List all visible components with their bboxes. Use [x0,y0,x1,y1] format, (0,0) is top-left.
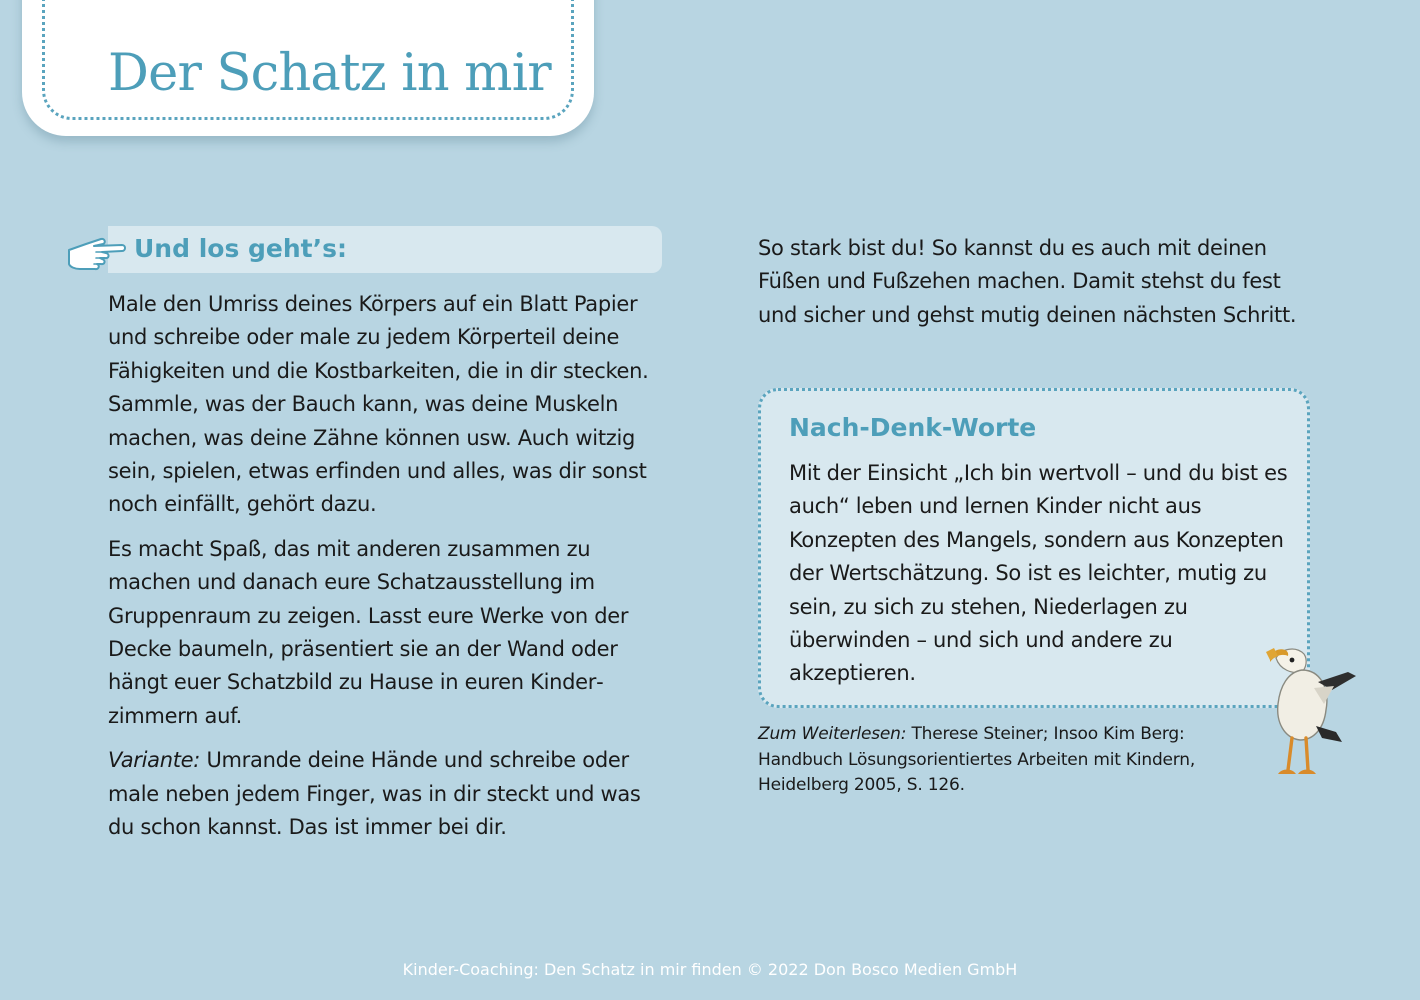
section-heading: Und los geht’s: [134,234,348,263]
right-column-intro: So stark bist du! So kannst du es auch mit deinen Füßen und Fußzehen machen. Damit stehst du fest und sicher und gehst mutig deinen nächsten Schritt. [758,236,1297,327]
reference-text: Therese Steiner; Insoo Kim Berg: Handbuch Lösungsorientiertes Arbeiten mit Kindern, Heidelberg 2005, S. 126. [758,724,1196,795]
reflection-title: Nach-Denk-Worte [789,413,1037,442]
reference-label: Zum Weiterlesen: [758,724,907,744]
reflection-text: Mit der Einsicht „Ich bin wertvoll – und du bist es auch“ leben und lernen Kinder nicht aus Konzepten des Mangels, sondern aus Konzepten der Wertschätzung. So ist es leichter, mutig zu sein, zu sich zu stehen, Niederlagen zu überwinden – und sich und andere zu akzeptieren. [789,461,1288,686]
instructions-column [108,288,668,856]
page-title: Der Schatz in mir [108,44,551,103]
seagull-illustration [1262,642,1362,784]
instructions-paragraph-2: Es macht Spaß, das mit anderen zusammen zu machen und danach eure Schatzausstellung im Gruppenraum zu zeigen. Lasst eure Werke von der Decke baumeln, präsentiert sie an der Wand oder hängt euer Schatzbild zu Hause in euren Kinderzimmern auf. [108,536,629,728]
section-header [108,226,662,273]
pointing-hand-icon [66,234,126,274]
instructions-paragraph-1: Male den Umriss deines Körpers auf ein Blatt Papier und schreibe oder male zu jedem Körperteil deine Fähigkeiten und die Kostbarkeiten, die in dir stecken. Sammle, was der Bauch kann, was deine Muskeln machen, was deine Zähne können usw. Auch witzig sein, spielen, etwas erfinden und alles, was dir sonst noch einfällt, gehört dazu. [108,292,649,517]
reflection-box [758,388,1310,708]
variant-label: Variante: [108,748,201,773]
variant-paragraph [108,744,668,844]
footer-copyright: Kinder-Coaching: Den Schatz in mir finden © 2022 Don Bosco Medien GmbH [402,960,1018,979]
reading-reference [758,722,1258,799]
variant-text: Umrande deine Hände und schreibe oder male neben jedem Finger, was in dir steckt und was du schon kannst. Das ist immer bei dir. [108,748,641,840]
